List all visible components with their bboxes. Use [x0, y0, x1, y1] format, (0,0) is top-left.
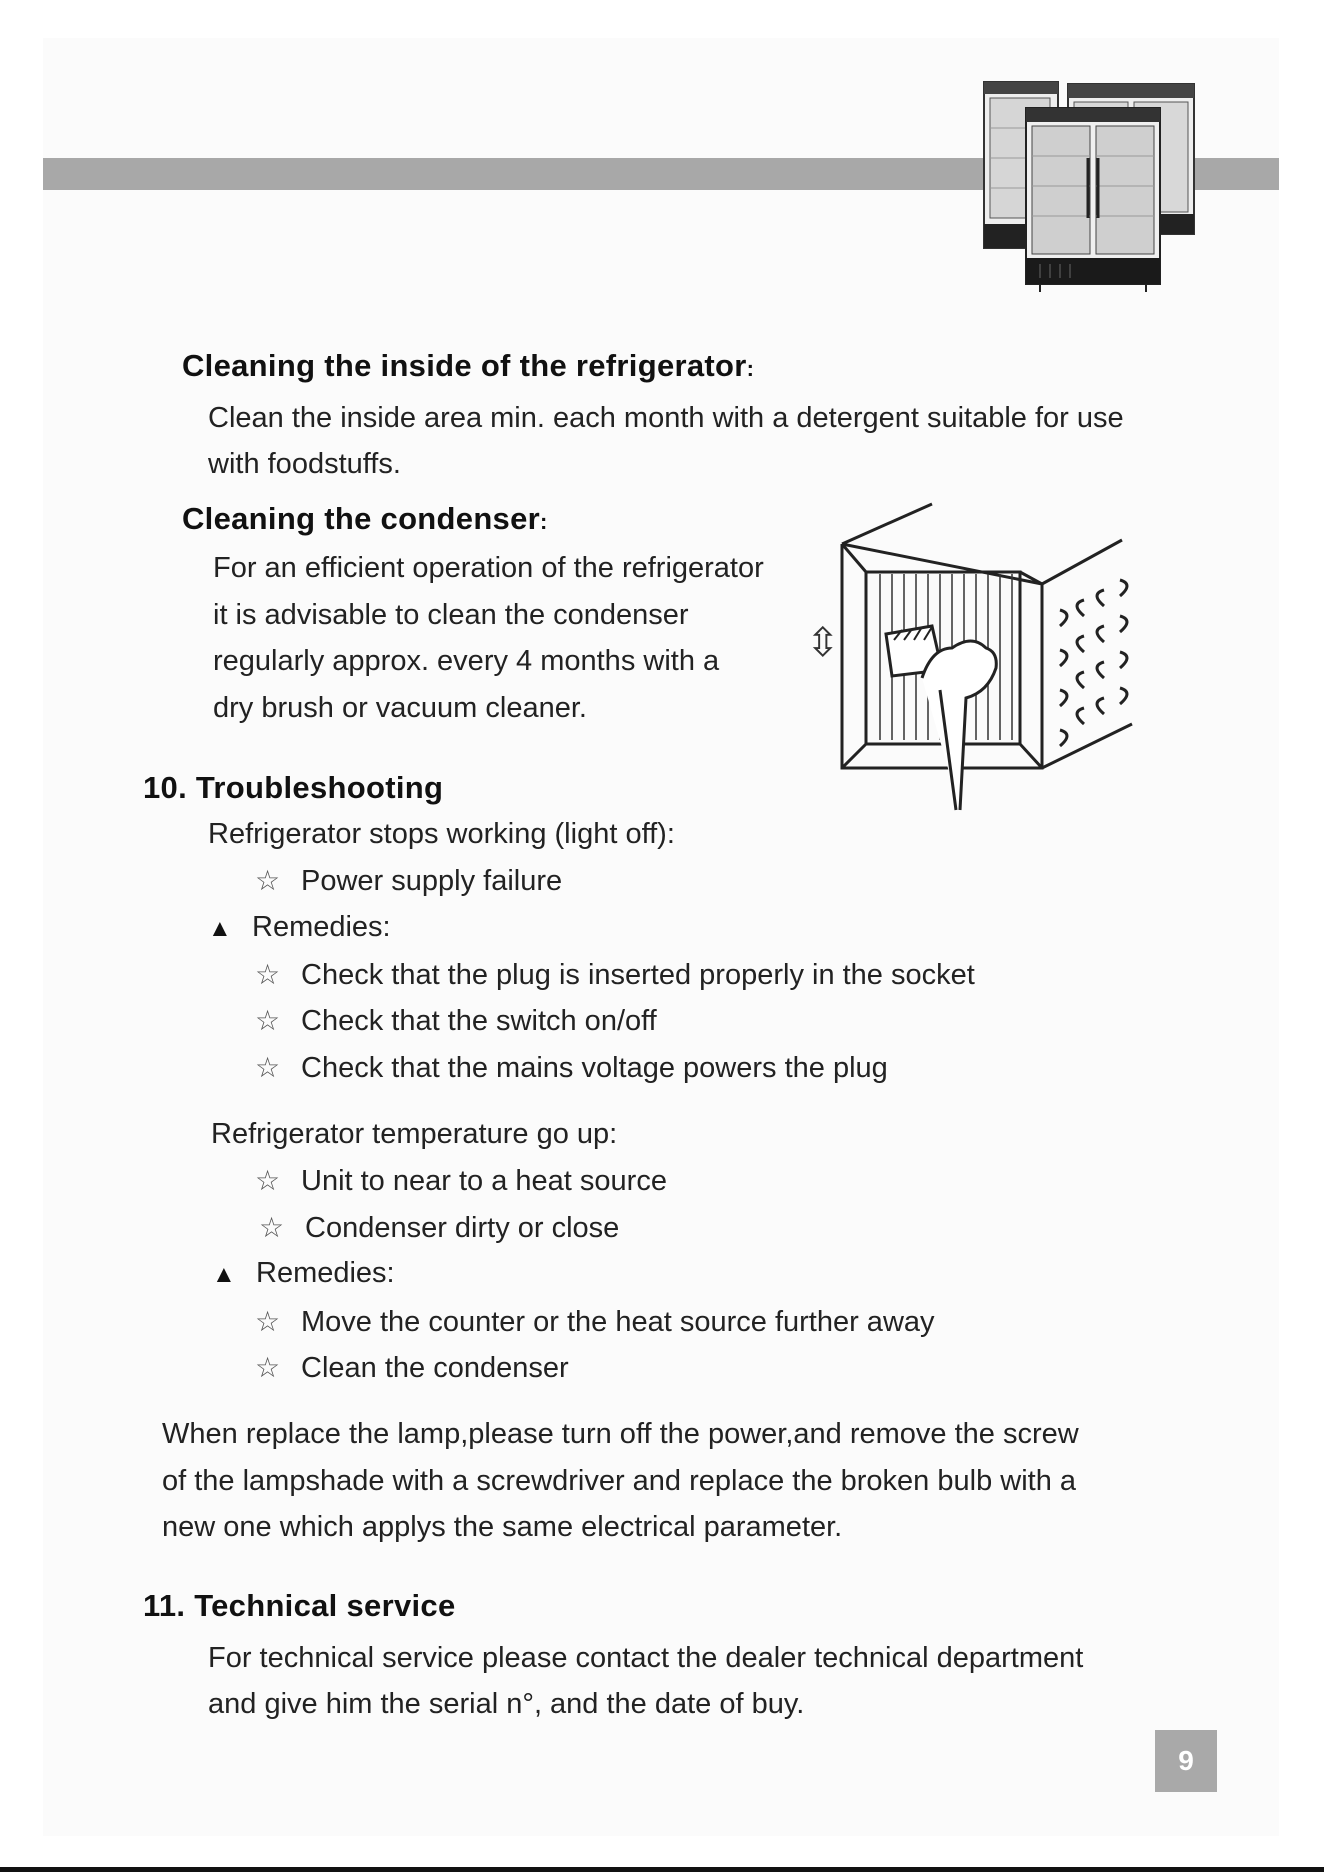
list-item: ☆ Check that the mains voltage powers the plug [255, 1052, 888, 1084]
list-item: ☆ Condenser dirty or close [259, 1212, 620, 1244]
star-icon: ☆ [259, 1212, 285, 1243]
bottom-border [0, 1867, 1324, 1872]
condenser-text-line: For an efficient operation of the refrigerator [213, 552, 764, 584]
heading-troubleshooting: 10. Troubleshooting [143, 770, 444, 805]
technical-service-line: and give him the serial n°, and the date of buy. [208, 1688, 805, 1720]
lamp-note-line: new one which applys the same electrical parameter. [162, 1511, 843, 1543]
condenser-text-line: it is advisable to clean the condenser [213, 599, 689, 631]
star-icon: ☆ [255, 959, 281, 990]
triangle-icon: ▲ [208, 915, 232, 942]
triangle-icon: ▲ [212, 1261, 236, 1288]
heading-technical-service: 11. Technical service [143, 1588, 456, 1623]
list-item: ☆ Unit to near to a heat source [255, 1165, 667, 1197]
heading-cleaning-condenser: Cleaning the condenser: [182, 501, 548, 536]
star-icon: ☆ [255, 1352, 281, 1383]
list-item: ☆ Check that the switch on/off [255, 1005, 657, 1037]
lamp-note-line: of the lampshade with a screwdriver and replace the broken bulb with a [162, 1465, 1077, 1497]
page-number: 9 [1155, 1730, 1217, 1792]
heading-cleaning-inside: Cleaning the inside of the refrigerator: [182, 348, 755, 383]
refrigerators-illustration [980, 78, 1220, 300]
star-icon: ☆ [255, 1005, 281, 1036]
star-icon: ☆ [255, 1165, 281, 1196]
up-down-arrow-icon: ⇳ [806, 621, 840, 665]
problem-temperature-up: Refrigerator temperature go up: [211, 1118, 618, 1150]
condenser-text-line: dry brush or vacuum cleaner. [213, 692, 587, 724]
problem-stops-working: Refrigerator stops working (light off): [208, 818, 675, 850]
list-item: ☆ Power supply failure [255, 865, 563, 897]
remedies-label: ▲ Remedies: [208, 911, 391, 943]
star-icon: ☆ [255, 1306, 281, 1337]
star-icon: ☆ [255, 865, 281, 896]
cleaning-inside-text: Clean the inside area min. each month with a detergent suitable for use with foodstuffs. [208, 402, 1124, 480]
technical-service-line: For technical service please contact the dealer technical department [208, 1642, 1084, 1674]
lamp-note-line: When replace the lamp,please turn off the power,and remove the screw [162, 1418, 1079, 1450]
remedies-label: ▲ Remedies: [212, 1257, 395, 1289]
condenser-cleaning-illustration [822, 500, 1142, 830]
list-item: ☆ Clean the condenser [255, 1352, 569, 1384]
star-icon: ☆ [255, 1052, 281, 1083]
list-item: ☆ Check that the plug is inserted properly in the socket [255, 959, 975, 991]
list-item: ☆ Move the counter or the heat source further away [255, 1306, 935, 1338]
condenser-text-line: regularly approx. every 4 months with a [213, 645, 720, 677]
